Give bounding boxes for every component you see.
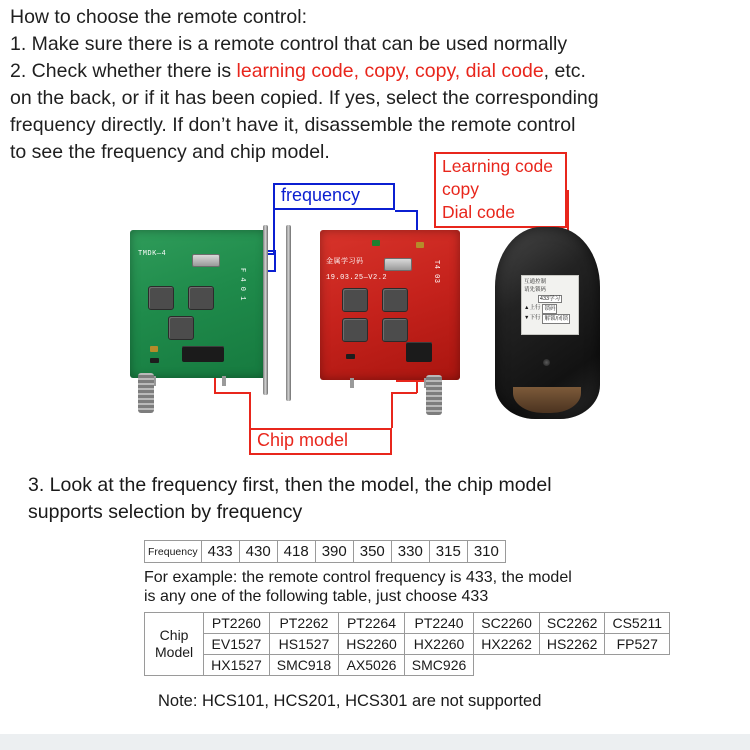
- chip-model-cell: PT2262: [269, 613, 338, 634]
- red-pcb-photo: [320, 230, 460, 380]
- sticker-title-line-2: 请先锁码: [524, 287, 547, 293]
- frequency-cell: 315: [429, 541, 467, 563]
- red-pcb-button-1: [342, 288, 368, 312]
- frequency-cell: 418: [277, 541, 315, 563]
- green-pcb-chip: [182, 346, 224, 362]
- chip-model-cell: HX2262: [474, 634, 540, 655]
- remote-bottom-trim: [513, 387, 581, 413]
- footer-strip: [0, 734, 750, 750]
- remote-control-back-photo: [495, 227, 600, 419]
- callout-line-3: Dial code: [442, 202, 515, 222]
- chip-model-annotation-label: Chip model: [249, 428, 392, 455]
- red-pcb-led: [372, 240, 380, 246]
- green-pcb-button-2: [188, 286, 214, 310]
- chip-model-cell: PT2260: [204, 613, 270, 634]
- sticker-row: [524, 314, 576, 324]
- sticker-row-2-left: ▼下行: [524, 315, 541, 321]
- sticker-row-2-right: 解锁/闭锁: [544, 316, 568, 322]
- chip-model-row-header-line-1: Chip: [159, 627, 189, 643]
- sticker-title-line-1: 互通控制: [524, 279, 547, 285]
- frequency-table-header: Frequency: [145, 541, 202, 563]
- red-pcb-antenna: [286, 225, 291, 401]
- chip-model-cell-empty: [605, 655, 670, 676]
- intro-line-2-pre: 2. Check whether there is: [10, 60, 237, 82]
- example-line-2: is any one of the following table, just choose 433: [144, 588, 489, 605]
- intro-text-block: [10, 4, 745, 166]
- red-pcb-crystal: [384, 258, 412, 271]
- chip-model-cell: PT2264: [339, 613, 405, 634]
- chip-model-cell: HX2260: [404, 634, 473, 655]
- red-pcb-capacitor-1: [416, 242, 424, 248]
- green-pcb-silkscreen: TMDK—4: [138, 250, 167, 258]
- red-pcb-silkscreen: 金属学习码: [326, 258, 364, 266]
- example-text-block: [144, 568, 704, 606]
- frequency-cell: 330: [391, 541, 429, 563]
- frequency-cell: 430: [239, 541, 277, 563]
- frequency-cell: 433: [201, 541, 239, 563]
- frequency-cell: 390: [315, 541, 353, 563]
- chip-model-cell: FP527: [605, 634, 670, 655]
- chip-model-cell: EV1527: [204, 634, 270, 655]
- table-row: [145, 613, 670, 634]
- intro-line-5: to see the frequency and chip model.: [10, 141, 330, 163]
- example-line-1: For example: the remote control frequency is 433, the model: [144, 569, 572, 586]
- green-pcb-button-3: [168, 316, 194, 340]
- green-pcb-antenna: [263, 225, 268, 395]
- red-pcb-resistor: [346, 354, 355, 359]
- chip-model-cell: PT2240: [404, 613, 473, 634]
- product-photo-strip: [120, 225, 630, 425]
- sticker-row-1-right: 锁码: [544, 306, 556, 312]
- chip-model-row-header-line-2: Model: [155, 644, 194, 660]
- frequency-table-container: [144, 540, 506, 563]
- intro-line-2-highlight: learning code, copy, copy, dial code: [236, 60, 544, 82]
- red-pcb-date-code: 19.03.25—V2.2: [326, 274, 388, 282]
- chip-model-cell-empty: [539, 655, 605, 676]
- chip-model-cell: SC2262: [539, 613, 605, 634]
- step-3-line-2: supports selection by frequency: [28, 501, 303, 523]
- frequency-table: [144, 540, 506, 563]
- red-pcb-coil: [426, 375, 442, 415]
- step-3-text-block: [28, 472, 728, 526]
- intro-line-2: [10, 58, 745, 85]
- sticker-row-1-left: ▲上行: [524, 305, 541, 311]
- chip-model-table-container: [144, 612, 670, 676]
- frequency-connector-right-horizontal: [395, 210, 417, 212]
- chip-model-table: [144, 612, 670, 676]
- frequency-annotation-label: frequency: [273, 183, 395, 210]
- red-pcb-button-4: [382, 318, 408, 342]
- green-pcb-crystal: [192, 254, 220, 267]
- chip-model-cell: SMC918: [269, 655, 338, 676]
- sticker-frequency-code: 433学习: [539, 296, 561, 302]
- red-pcb-button-2: [382, 288, 408, 312]
- remote-label-sticker: [521, 275, 579, 335]
- table-row: [145, 634, 670, 655]
- callout-line-2: copy: [442, 179, 479, 199]
- intro-line-1: 1. Make sure there is a remote control that can be used normally: [10, 33, 568, 55]
- chip-model-cell: HS2262: [539, 634, 605, 655]
- chip-model-cell: SC2260: [474, 613, 540, 634]
- red-pcb-pin-1: [350, 378, 354, 388]
- frequency-cell: 350: [353, 541, 391, 563]
- chip-model-cell-empty: [474, 655, 540, 676]
- green-pcb-pin-2: [222, 376, 226, 386]
- intro-line-4: frequency directly. If don’t have it, disassemble the remote control: [10, 114, 576, 136]
- green-pcb-capacitor: [150, 346, 158, 352]
- green-pcb-resistor: [150, 358, 159, 363]
- step-3-line-1: 3. Look at the frequency first, then the model, the chip model: [28, 474, 552, 496]
- red-pcb-button-3: [342, 318, 368, 342]
- unsupported-note: Note: HCS101, HCS201, HCS301 are not supported: [158, 692, 542, 710]
- chip-model-cell: HS2260: [339, 634, 405, 655]
- chip-model-row-header: [145, 613, 204, 676]
- callout-learning-code-box: [434, 152, 567, 228]
- intro-line-3: on the back, or if it has been copied. If yes, select the corresponding: [10, 87, 599, 109]
- callout-line-1: Learning code: [442, 156, 553, 176]
- chip-model-cell: CS5211: [605, 613, 670, 634]
- chip-model-cell: SMC926: [404, 655, 473, 676]
- green-pcb-photo: [130, 230, 266, 378]
- red-pcb-crystal-marking: T4 03: [432, 260, 440, 284]
- green-pcb-button-1: [148, 286, 174, 310]
- red-pcb-chip: [406, 342, 432, 362]
- chip-model-cell: AX5026: [339, 655, 405, 676]
- frequency-cell: 310: [467, 541, 505, 563]
- chip-model-cell: HS1527: [269, 634, 338, 655]
- table-row: [145, 655, 670, 676]
- chip-model-cell: HX1527: [204, 655, 270, 676]
- intro-title: How to choose the remote control:: [10, 6, 307, 28]
- sticker-row: [524, 304, 576, 314]
- green-pcb-coil: [138, 373, 154, 413]
- remote-screw: [543, 359, 550, 366]
- green-pcb-crystal-marking: F 4 0 1: [238, 268, 246, 301]
- table-row: [145, 541, 506, 563]
- intro-line-2-post: , etc.: [543, 60, 586, 82]
